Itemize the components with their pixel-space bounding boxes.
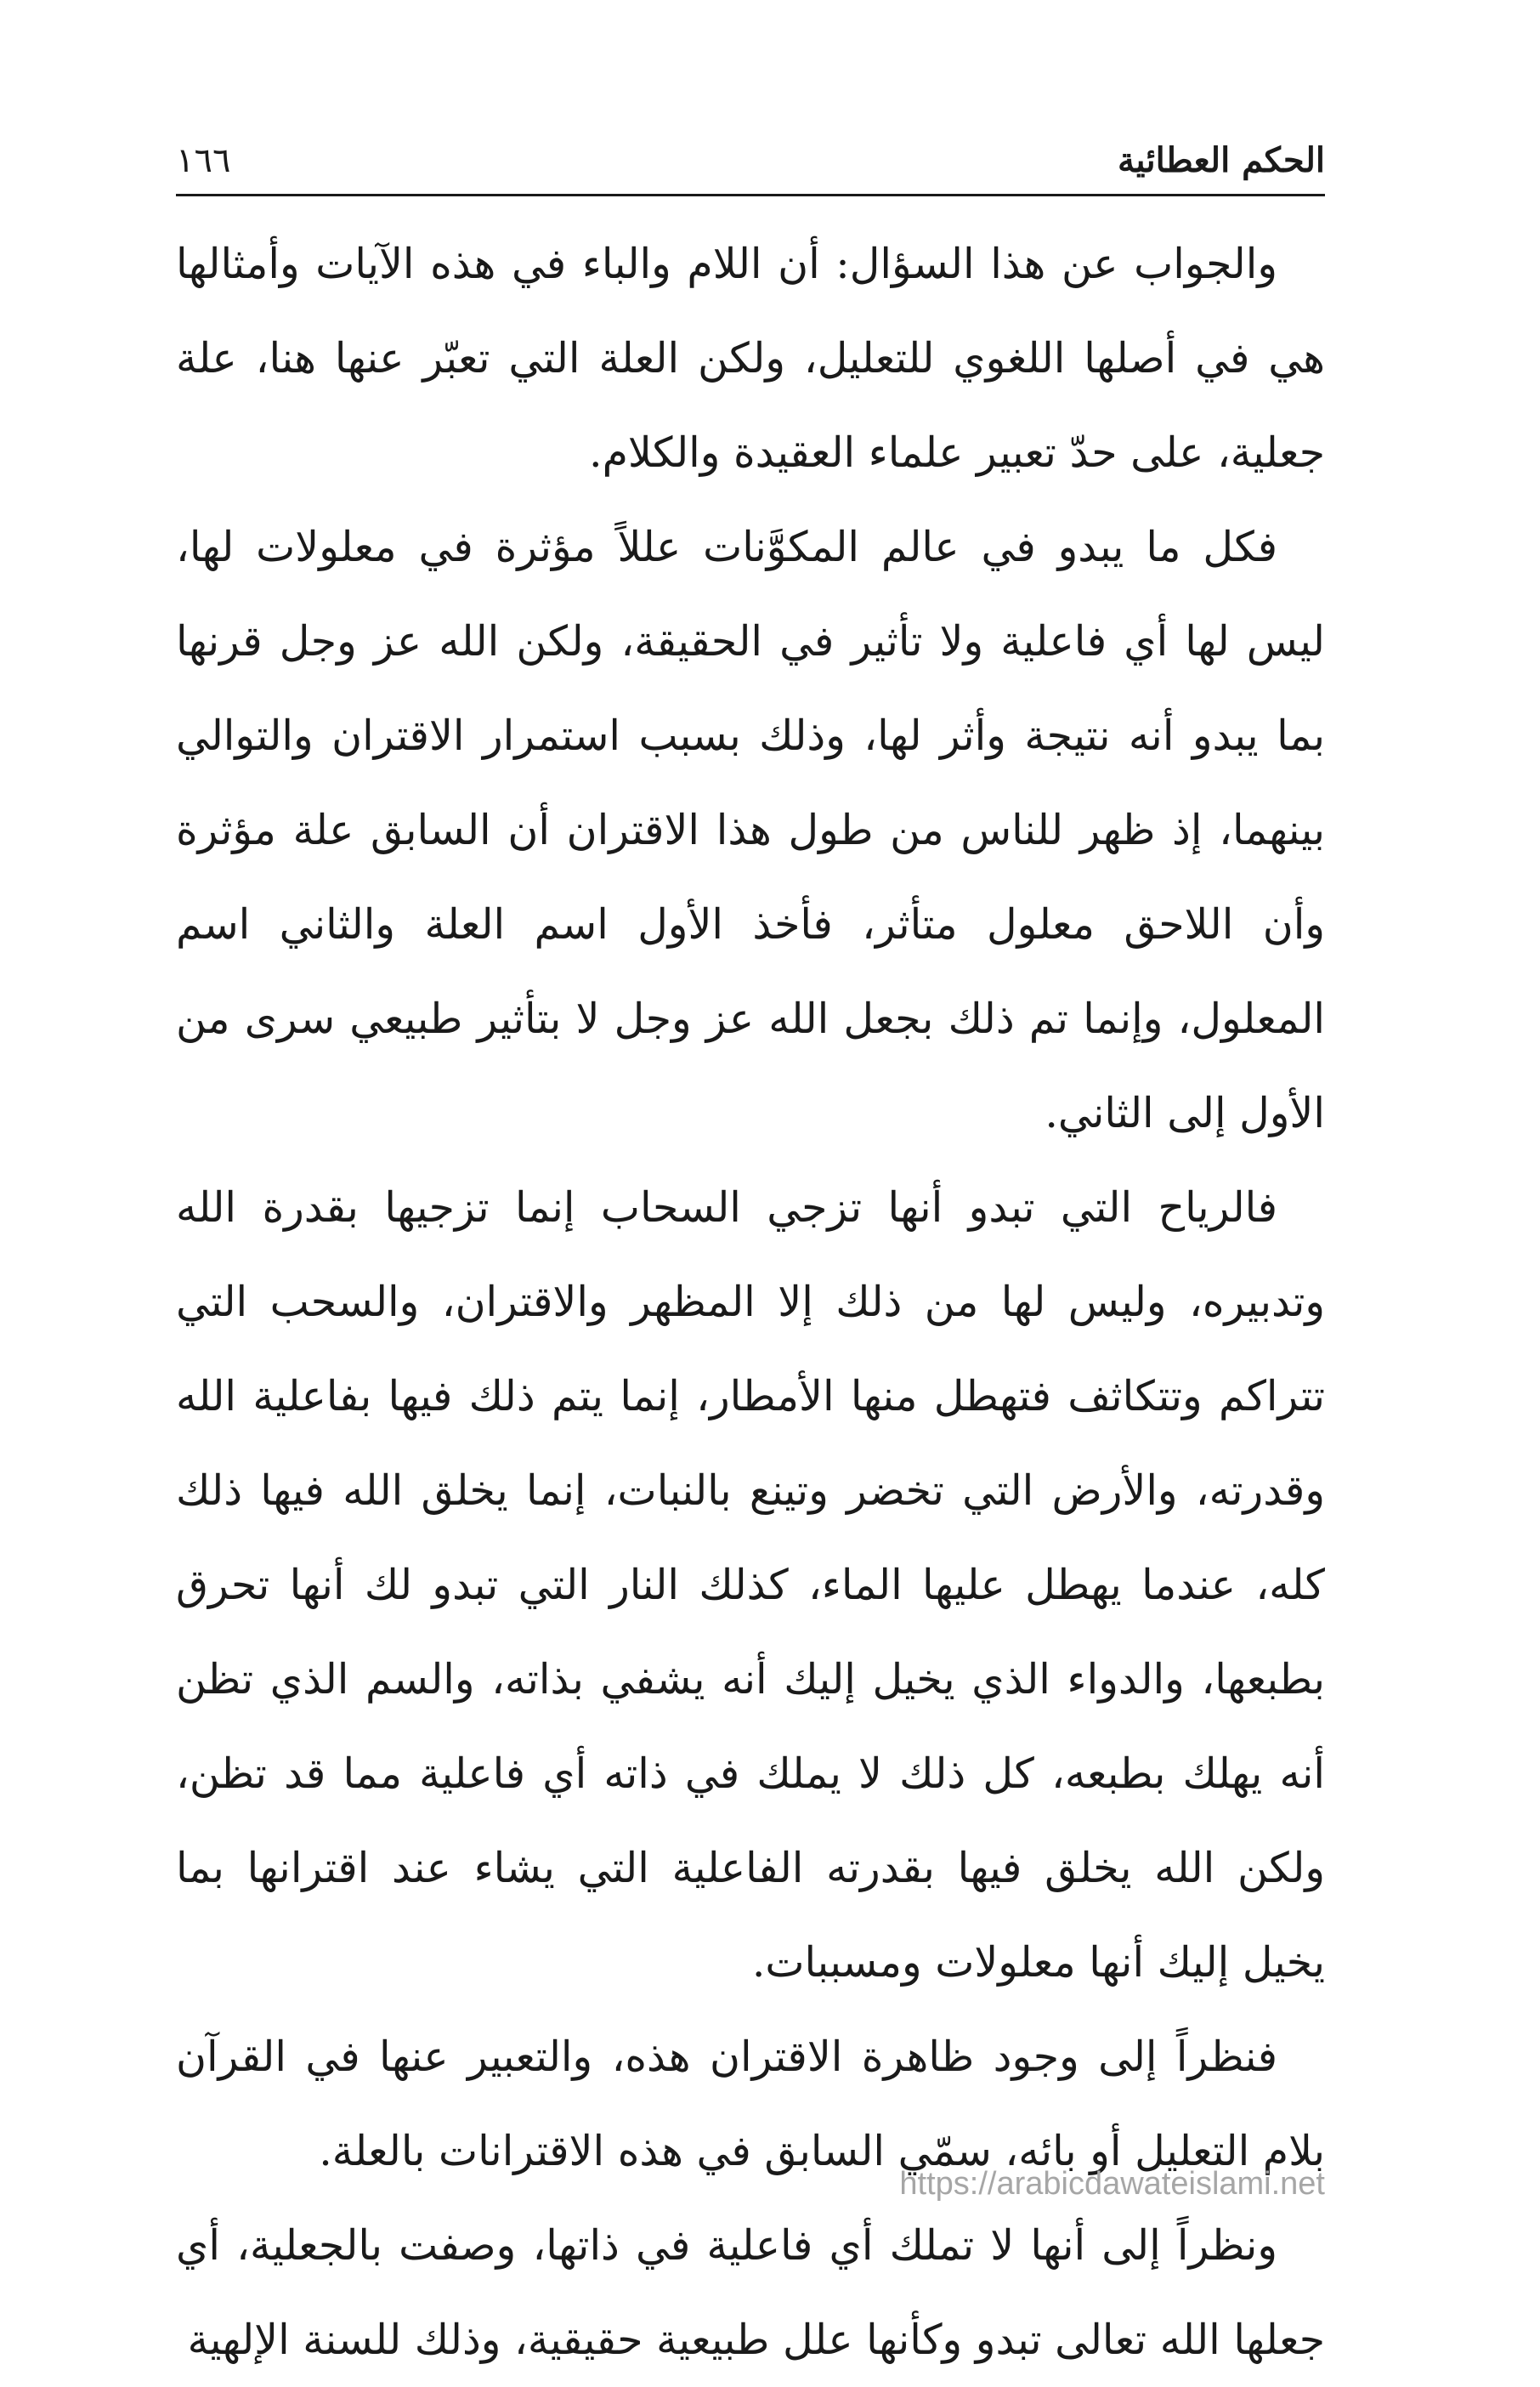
page-number: ١٦٦ bbox=[176, 141, 231, 180]
paragraph: فنظراً إلى وجود ظاهرة الاقتران هذه، والتعبير عنها في القرآن بلام التعليل أو بائه، سمّي السابق في هذه الاقترانات بالعلة. bbox=[176, 2033, 1325, 2175]
page-header bbox=[176, 132, 1325, 191]
watermark-url: https://arabicdawateislami.net bbox=[899, 2166, 1325, 2202]
paragraph: ونظراً إلى أنها لا تملك أي فاعلية في ذاتها، وصفت بالجعلية، أي جعلها الله تعالى تبدو وكأنها علل طبيعية حقيقية، وذلك للسنة الإلهية bbox=[176, 2221, 1325, 2364]
paragraph: فالرياح التي تبدو أنها تزجي السحاب إنما تزجيها بقدرة الله وتدبيره، وليس لها من ذلك إلا المظهر والاقتران، والسحب التي تتراكم وتتكاثف فتهطل منها الأمطار، إنما يتم ذلك فيها بفاعلية الله وقدرته، والأرض التي تخضر وتينع بالنبات، إنما يخلق الله فيها ذلك كله، عندما يهطل عليها الماء، كذلك النار التي تبدو لك أنها تحرق بطبعها، والدواء الذي يخيل إليك أنه يشفي بذاته، والسم الذي تظن أنه يهلك بطبعه، كل ذلك لا يملك في ذاته أي فاعلية مما قد تظن، ولكن الله يخلق فيها بقدرته الفاعلية التي يشاء عند اقترانها بما يخيل إليك أنها معلولات ومسببات. bbox=[176, 1183, 1325, 1987]
paragraph: والجواب عن هذا السؤال: أن اللام والباء في هذه الآيات وأمثالها هي في أصلها اللغوي للتعليل، ولكن العلة التي تعبّر عنها هنا، علة جعلية، على حدّ تعبير علماء العقيدة والكلام. bbox=[176, 240, 1325, 477]
running-title: الحكم العطائية bbox=[1117, 140, 1325, 180]
paragraph: فكل ما يبدو في عالم المكوَّنات عللاً مؤثرة في معلولات لها، ليس لها أي فاعلية ولا تأثير في الحقيقة، ولكن الله عز وجل قرنها بما يبدو أنه نتيجة وأثر لها، وذلك بسبب استمرار الاقتران والتوالي بينهما، إذ ظهر للناس من طول هذا الاقتران أن السابق علة مؤثرة وأن اللاحق معلول متأثر، فأخذ الأول اسم العلة والثاني اسم المعلول، وإنما تم ذلك بجعل الله عز وجل لا بتأثير طبيعي سرى من الأول إلى الثاني. bbox=[176, 523, 1325, 1137]
header-divider bbox=[176, 194, 1325, 196]
body-text bbox=[176, 217, 1325, 2387]
